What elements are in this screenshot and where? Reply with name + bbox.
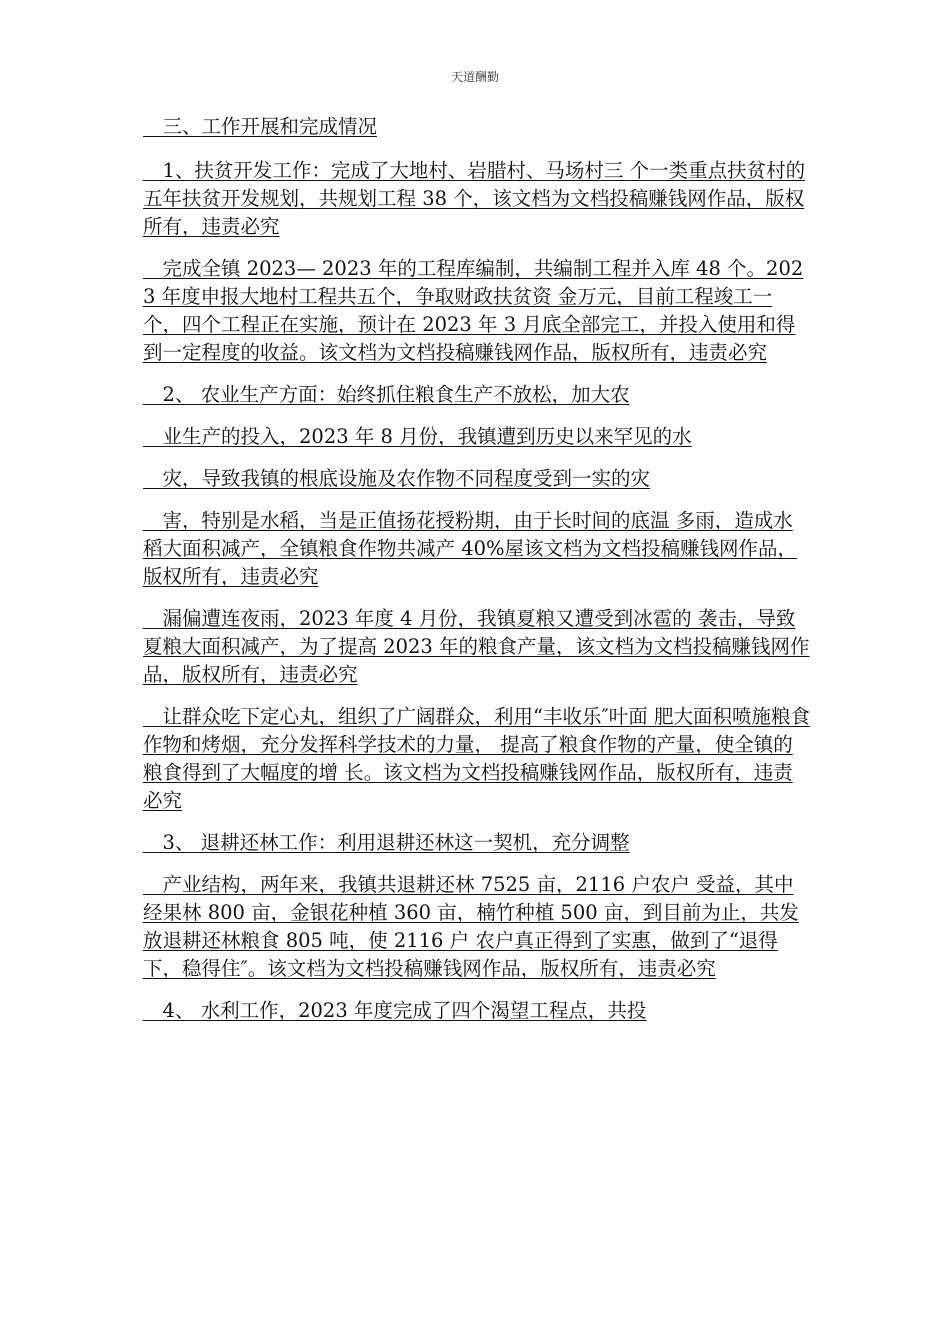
paragraph-fertilizer: 让群众吃下定心丸，组织了广阔群众，利用“丰收乐″叶面 肥大面积喷施粮食作物和烤烟，充分发挥科学技术的力量， 提高了粮食作物的产量，使全镇的粮食得到了大幅度的增 长。该文档为文档投稿赚钱网作品，版权所有，违责必究 bbox=[143, 705, 810, 812]
paragraph-agriculture-heading: 2、 农业生产方面：始终抓住粮食生产不放松，加大农 bbox=[143, 383, 630, 406]
paragraph-rice-reduction: 害，特别是水稻，当是正值扬花授粉期，由于长时间的底温 多雨，造成水稻大面积减产，全镇粮食作物共减产 40%屋该文档为文档投稿赚钱网作品，版权所有，违责必究 bbox=[143, 509, 798, 588]
paragraph-reforestation-heading: 3、 退耕还林工作：利用退耕还林这一契机，充分调整 bbox=[143, 831, 630, 854]
paragraph-poverty-alleviation: 1、扶贫开发工作：完成了大地村、岩腊村、马场村三 个一类重点扶贫村的五年扶贫开发规划，共规划工程 38 个，该文档为文档投稿赚钱网作品，版权所有，违责必究 bbox=[143, 159, 806, 238]
paragraph-flood-damage: 灾，导致我镇的根底设施及农作物不同程度受到一实的灾 bbox=[143, 467, 651, 490]
paragraph-reforestation-details: 产业结构，两年来，我镇共退耕还林 7525 亩，2116 户农户 受益，其中经果林 800 亩，金银花种植 360 亩，楠竹种植 500 亩，到目前为止，共发放退耕还林粮食 805 吨，使 2116 户 农户真正得到了实惠，做到了“退得下，稳得住″。该文档为文档投稿赚钱网作品，版权所有，违责必究 bbox=[143, 873, 799, 980]
document-body bbox=[143, 113, 811, 1039]
page-header: 天道酬勤 bbox=[450, 70, 499, 84]
paragraph-hail-damage: 漏偏遭连夜雨，2023 年度 4 月份，我镇夏粮又遭受到冰雹的 袭击，导致夏粮大面积减产，为了提高 2023 年的粮食产量，该文档为文档投稿赚钱网作品，版权所有，违责必究 bbox=[143, 607, 810, 686]
section-heading: 三、工作开展和完成情况 bbox=[143, 115, 378, 138]
paragraph-water-conservancy: 4、 水利工作，2023 年度完成了四个渴望工程点，共投 bbox=[143, 999, 647, 1022]
paragraph-agriculture-investment: 业生产的投入，2023 年 8 月份，我镇遭到历史以来罕见的水 bbox=[143, 425, 692, 448]
paragraph-project-library: 完成全镇 2023— 2023 年的工程库编制，共编制工程并入库 48 个。2023 年度申报大地村工程共五个，争取财政扶贫资 金万元，目前工程竣工一个，四个工程正在实施，预计在 2023 年 3 月底全部完工，并投入使用和得到一定程度的收益。该文档为文档投稿赚钱网作品，版权所有，违责必究 bbox=[143, 257, 804, 364]
